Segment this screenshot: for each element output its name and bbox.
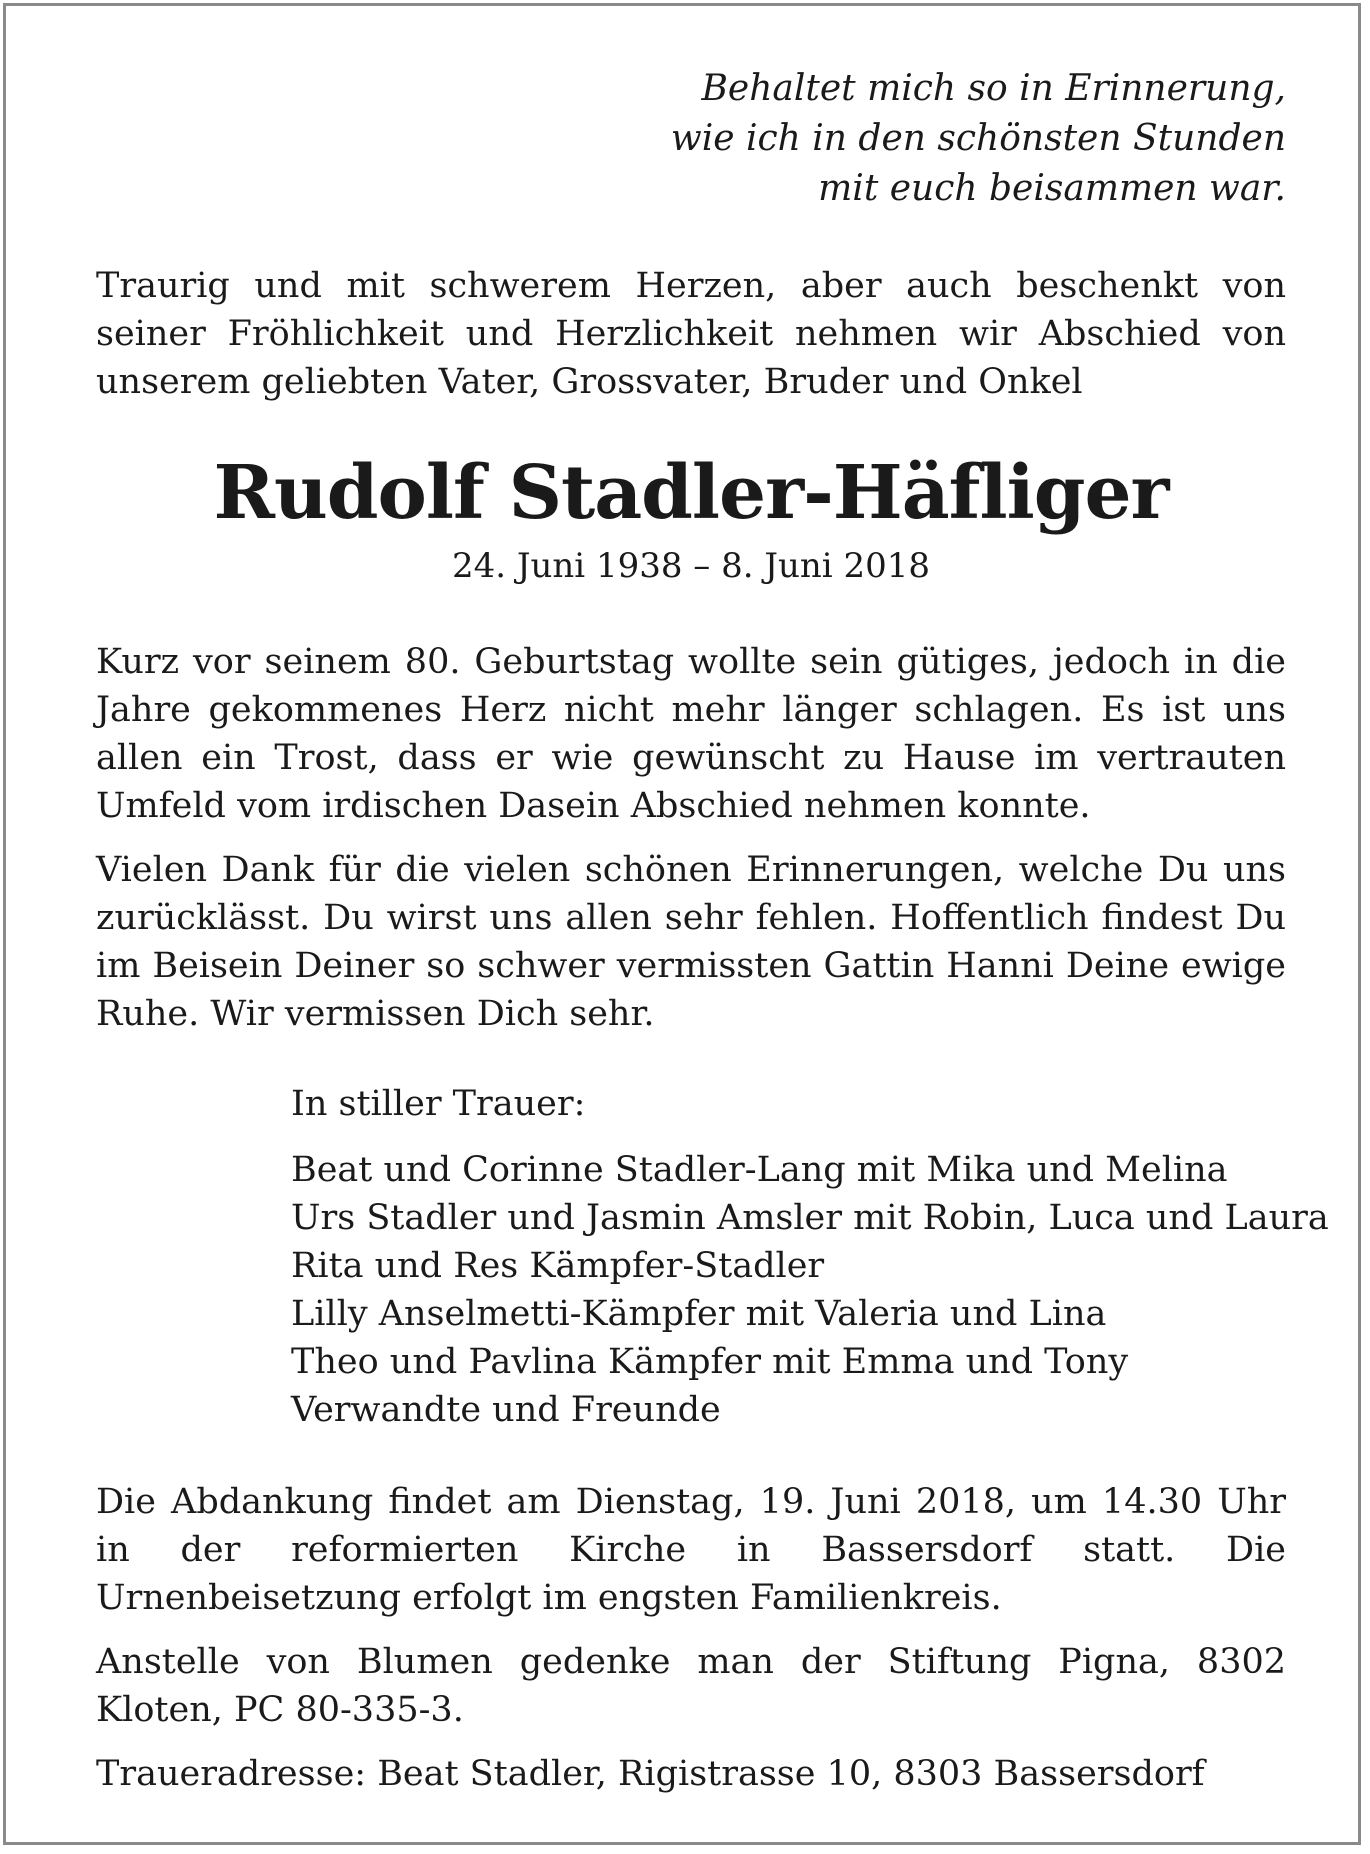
motto-line: Behaltet mich so in Erinnerung, xyxy=(701,68,1286,109)
mourner-line: Urs Stadler und Jasmin Amsler mit Robin, Luca und Laura xyxy=(291,1198,1329,1238)
obituary-frame xyxy=(3,3,1361,1845)
mourning-address: Traueradresse: Beat Stadler, Rigistrasse 10, 8303 Bassersdorf xyxy=(96,1754,1205,1794)
body-paragraph-1: Kurz vor seinem 80. Geburtstag wollte sein gütiges, jedoch in die Jahre gekommenes Herz nicht mehr länger schlagen. Es ist uns allen ein Trost, dass er wie gewünscht zu Hause im vertrauten Umfeld vom irdischen Dasein Abschied nehmen konnte. xyxy=(96,642,1286,826)
mourner-line: Verwandte und Freunde xyxy=(291,1390,721,1430)
mourners-list xyxy=(291,1080,1329,1434)
obituary-content xyxy=(96,6,1329,1798)
motto-line: mit euch beisammen war. xyxy=(818,168,1286,209)
mourner-line: Rita und Res Kämpfer-Stadler xyxy=(291,1246,825,1286)
donation-paragraph: Anstelle von Blumen gedenke man der Stiftung Pigna, 8302 Kloten, PC 80-335-3. xyxy=(96,1642,1286,1730)
mourner-line: Theo und Pavlina Kämpfer mit Emma und Tony xyxy=(291,1342,1129,1382)
mourner-line: Lilly Anselmetti-Kämpfer mit Valeria und Lina xyxy=(291,1294,1107,1334)
body-paragraph-2: Vielen Dank für die vielen schönen Erinnerungen, welche Du uns zurücklässt. Du wirst uns allen sehr fehlen. Hoffentlich findest Du im Beisein Deiner so schwer vermissten Gattin Hanni Deine ewige Ruhe. Wir vermissen Dich sehr. xyxy=(96,850,1286,1034)
deceased-name: Rudolf Stadler-Häfliger xyxy=(213,450,1169,536)
motto-line: wie ich in den schönsten Stunden xyxy=(670,118,1286,159)
mourners-lead: In stiller Trauer: xyxy=(291,1084,586,1124)
service-paragraph: Die Abdankung findet am Dienstag, 19. Juni 2018, um 14.30 Uhr in der reformierten Kirche in Bassersdorf statt. Die Urnenbeisetzung erfolgt im engsten Familienkreis. xyxy=(96,1482,1286,1618)
mourner-line: Beat und Corinne Stadler-Lang mit Mika und Melina xyxy=(291,1150,1228,1190)
motto-quote xyxy=(96,64,1286,214)
life-dates: 24. Juni 1938 – 8. Juni 2018 xyxy=(451,546,930,586)
intro-paragraph: Traurig und mit schwerem Herzen, aber auch beschenkt von seiner Fröhlichkeit und Herzlichkeit nehmen wir Abschied von unserem geliebten Vater, Grossvater, Bruder und Onkel xyxy=(96,266,1286,402)
